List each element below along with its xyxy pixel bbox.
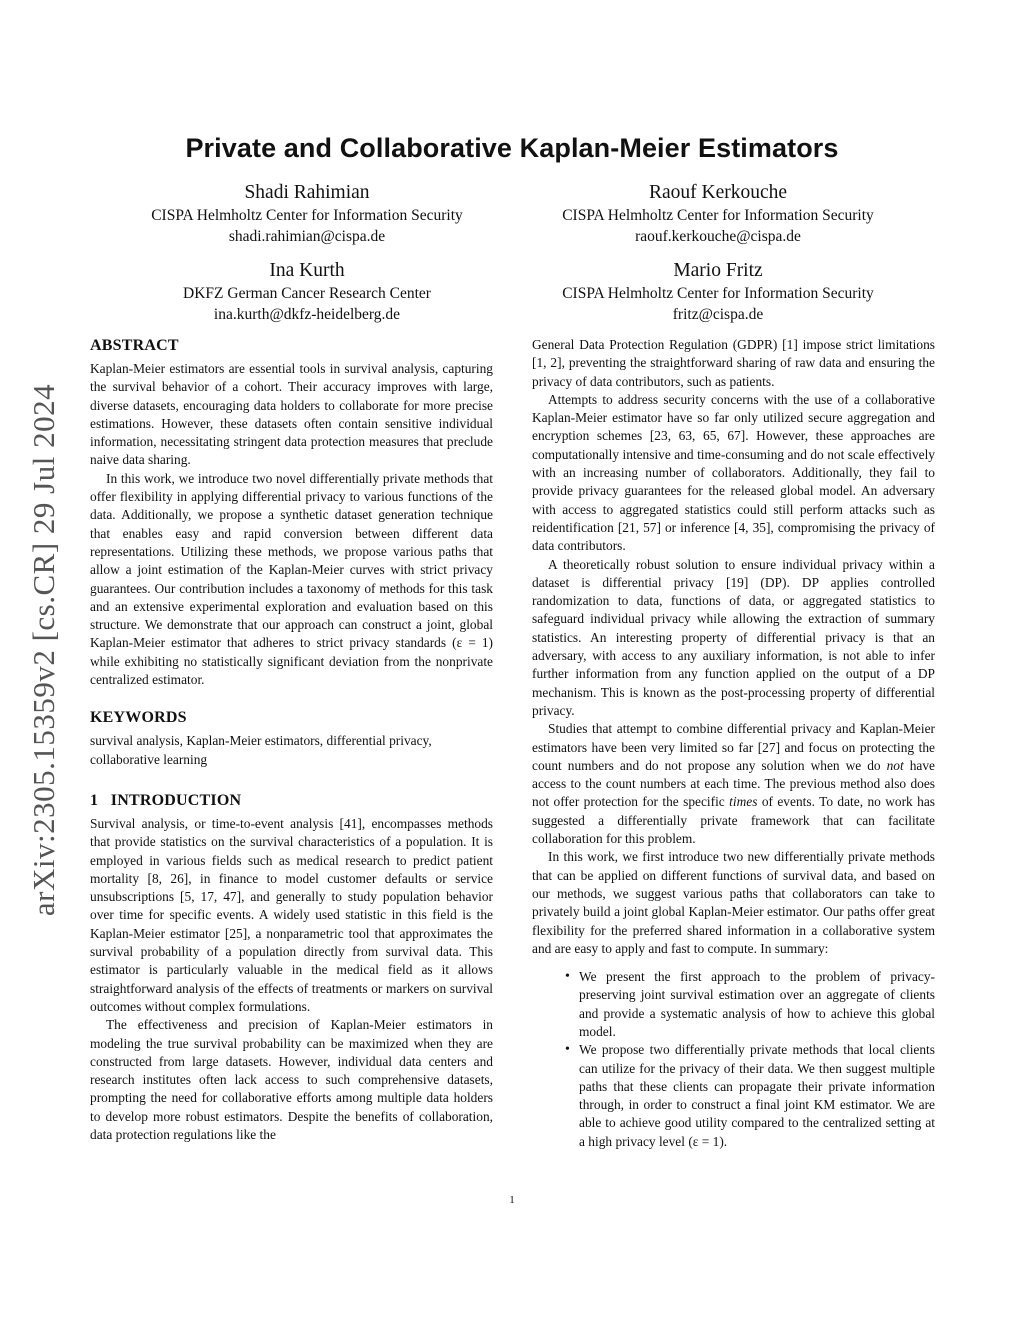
author-block xyxy=(498,260,938,325)
author-email: raouf.kerkouche@cispa.de xyxy=(635,228,801,245)
list-item: • We propose two differentially private methods that local clients can utilize for the privacy of their data. We then suggest multiple paths that these clients can propagate their private information through, in order to construct a final joint KM estimator. We are able to achieve good utility compared to the centralized setting at a high privacy level (ε = 1). xyxy=(579,1041,935,1151)
author-name: Ina Kurth xyxy=(269,260,345,281)
text-span: of events. To date, no work has suggested a differentially private framework that can facilitate collaboration for this problem. xyxy=(532,794,935,847)
intro-paragraph: In this work, we first introduce two new differentially private methods that can be applied on different functions of survival data, and based on our methods, we suggest various paths that collaborators can take to privately build a joint global Kaplan-Meier estimator. Our paths offer great flexibility for the preferred shared information in a collaborative system and are easy to apply and fast to compute. In summary: xyxy=(532,849,935,956)
author-block xyxy=(87,260,527,325)
emphasis-text: not xyxy=(886,757,904,773)
intro-paragraph: Attempts to address security concerns with the use of a collaborative Kaplan-Meier estimator have so far only utilized secure aggregation and encryption schemes [23, 63, 65, 67]. However, these approaches are computationally intensive and time-consuming and do not scale effectively with an increasing number of collaborators. Additionally, they fail to provide privacy guarantees for the released global model. An adversary with access to aggregated statistics could still perform attacks such as reidentification [21, 57] or inference [4, 35], compromising the privacy of data contributors. xyxy=(532,391,935,554)
paper-title: Private and Collaborative Kaplan-Meier Estimators xyxy=(185,133,839,163)
author-email: shadi.rahimian@cispa.de xyxy=(228,228,386,245)
author-block xyxy=(87,182,527,247)
left-column xyxy=(90,336,493,1144)
author-block xyxy=(498,182,938,247)
intro-paragraph: The effectiveness and precision of Kaplan-Meier estimators in modeling the true survival probability can be maximized when they are constructed from large datasets. However, individual data centers and research institutes often lack access to such comprehensive datasets, prompting the need for collaborative efforts among multiple data holders to develop more robust estimators. Despite the benefits of collaboration, data protection regulations like the xyxy=(90,1017,493,1142)
intro-paragraph: General Data Protection Regulation (GDPR) [1] impose strict limitations [1, 2], preventing the straightforward sharing of raw data and ensuring the privacy of data contributors, such as patients. xyxy=(532,337,935,389)
intro-paragraph: A theoretically robust solution to ensure individual privacy within a dataset is differential privacy [19] (DP). DP applies controlled randomization to data, functions of data, or aggregated statistics to safeguard individual privacy while allowing the extraction of summary statistics. An interesting property of differential privacy is that an adversary, with access to any auxiliary information, is not able to infer further information from any function applied on the output of a DP mechanism. This is known as the post-processing property of differential privacy. xyxy=(532,556,935,718)
author-affiliation: DKFZ German Cancer Research Center xyxy=(183,285,431,302)
author-name: Mario Fritz xyxy=(673,260,763,281)
list-item: • We present the first approach to the problem of privacy-preserving joint survival estimation over an aggregate of clients and provide a systematic analysis of how to achieve this global model. xyxy=(579,968,935,1041)
author-affiliation: CISPA Helmholtz Center for Information Security xyxy=(562,285,874,302)
emphasis-text: times xyxy=(729,794,758,810)
author-affiliation: CISPA Helmholtz Center for Information Security xyxy=(562,207,874,224)
contribution-list xyxy=(532,968,935,1151)
keywords-text: survival analysis, Kaplan-Meier estimators, differential privacy, collaborative learning xyxy=(90,733,432,767)
intro-paragraph: Survival analysis, or time-to-event analysis [41], encompasses methods that provide statistics on the survival characteristics of a population. It is employed in various fields such as medical research to predict patient mortality [8, 26], in finance to model customer defaults or service unsubscriptions [5, 17, 47], and generally to study population behavior over time for specific events. A widely used statistic in this field is the Kaplan-Meier estimator [25], a nonparametric tool that approximates the survival probability of a population directly from survival data. This estimator is particularly valuable in the medical field as it allows straightforward analysis of the effects of treatments or markers on survival outcomes without complex formulations. xyxy=(90,815,493,1014)
author-affiliation: CISPA Helmholtz Center for Information Security xyxy=(151,207,463,224)
author-email: ina.kurth@dkfz-heidelberg.de xyxy=(213,306,401,323)
arxiv-identifier: arXiv:2305.15359v2 [cs.CR] 29 Jul 2024 xyxy=(26,383,61,917)
abstract-paragraph: Kaplan-Meier estimators are essential tools in survival analysis, capturing the survival behavior of a cohort. Their accuracy improves with large, diverse datasets, encouraging data holders to collaborate for more precise estimations. However, these datasets often contain sensitive individual information, necessitating stringent data protection measures that preclude naive data sharing. xyxy=(90,361,493,468)
author-name: Raouf Kerkouche xyxy=(648,182,788,203)
author-email: fritz@cispa.de xyxy=(672,306,764,323)
abstract-heading: ABSTRACT xyxy=(90,337,179,354)
text-span: Studies that attempt to combine differential privacy and Kaplan-Meier estimators have been very limited so far [27] and focus on protecting the count numbers and do not propose any solution when we do xyxy=(532,721,935,773)
intro-heading: 1 INTRODUCTION xyxy=(90,791,242,809)
text-span: have access to the count numbers at each time. The previous method also does not offer protection for the specific xyxy=(532,757,935,810)
keywords-heading: KEYWORDS xyxy=(90,709,187,727)
author-name: Shadi Rahimian xyxy=(244,182,370,203)
abstract-paragraph: In this work, we introduce two novel differentially private methods that offer flexibility in applying differential privacy to various functions of the data. Additionally, we propose a synthetic dataset generation technique that enables easy and rapid conversion between different data representations. Utilizing these methods, we propose various paths that allow a joint estimation of the Kaplan-Meier curves with strict privacy guarantees. Our contribution includes a taxonomy of methods for this task and an extensive experimental exploration and evaluation based on this structure. We demonstrate that our approach can construct a joint, global Kaplan-Meier estimator that adheres to strict privacy standards (ε = 1) while exhibiting no statistically significant deviation from the nonprivate centralized estimator. xyxy=(90,470,493,688)
intro-paragraph xyxy=(532,720,935,848)
right-column xyxy=(532,336,935,1151)
page-number: 1 xyxy=(509,1194,515,1206)
